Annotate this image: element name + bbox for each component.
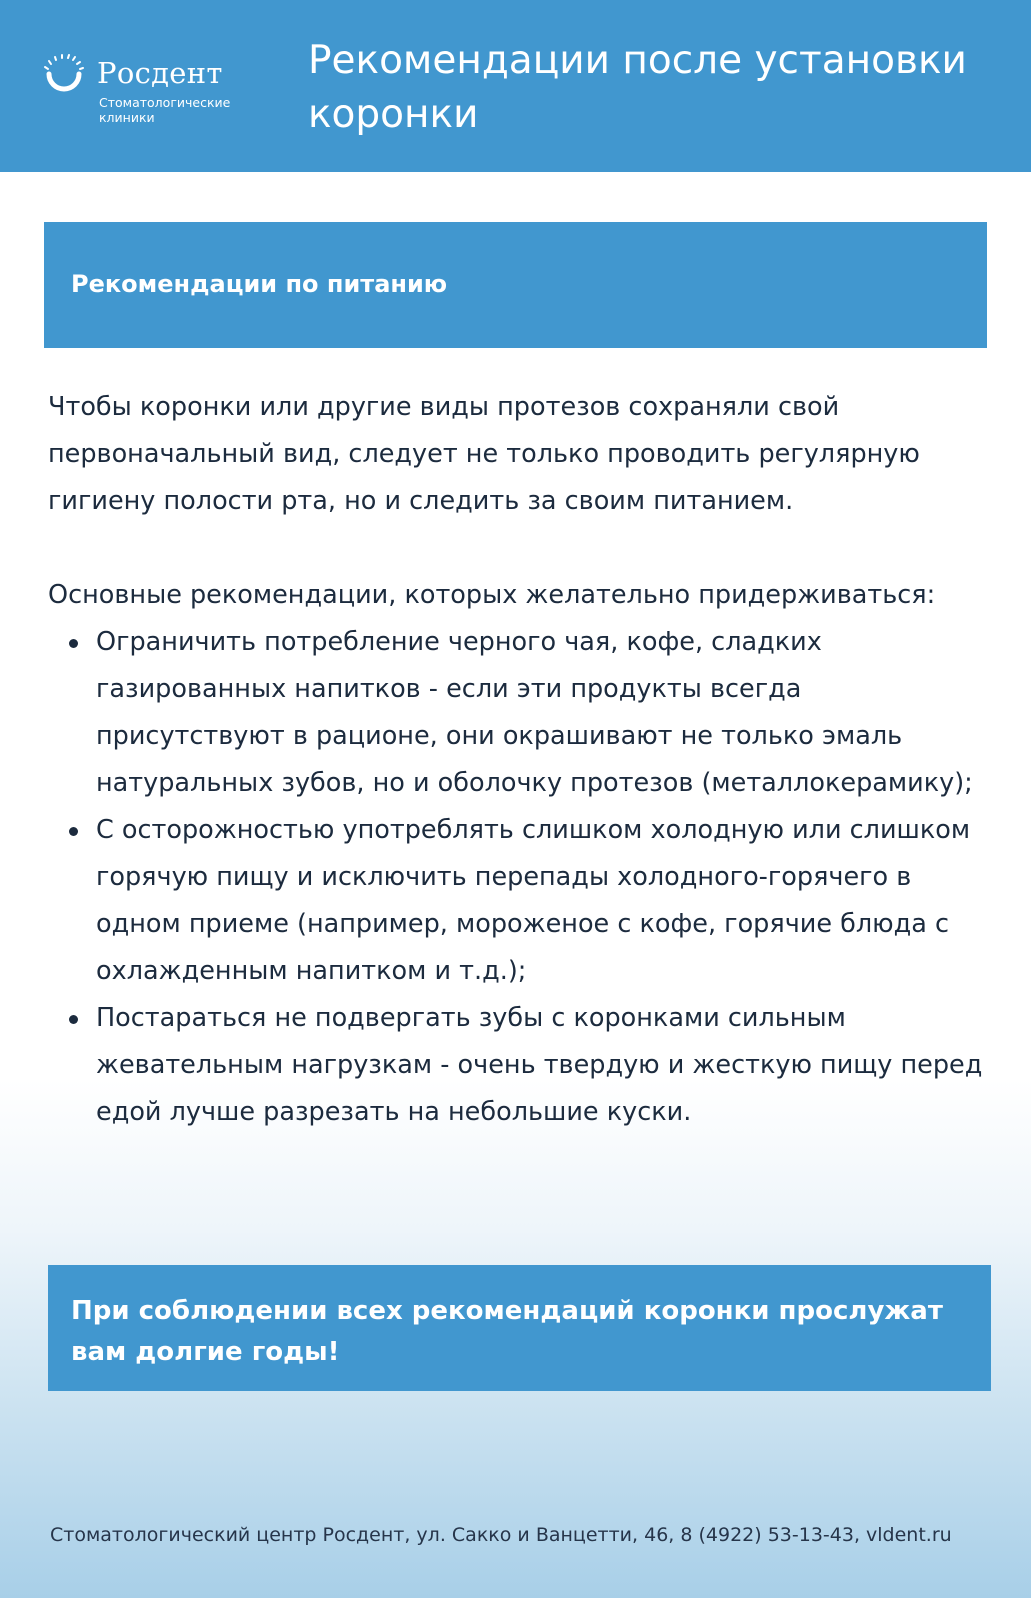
sun-ring-icon	[42, 54, 86, 98]
list-item: Ограничить потребление черного чая, кофе, сладких газированных напитков - если эти продукты всегда присутствуют в рационе, они окрашивают не только эмаль натуральных зубов, но и оболочку протезов (металлокерамику);	[96, 619, 998, 807]
list-heading: Основные рекомендации, которых желательно придерживаться:	[48, 580, 936, 610]
footer-contact: Стоматологический центр Росдент, ул. Сакко и Ванцетти, 46, 8 (4922) 53-13-43, vldent.ru	[50, 1524, 952, 1546]
list-item: С осторожностью употреблять слишком холодную или слишком горячую пищу и исключить перепады холодного-горячего в одном приеме (например, мороженое с кофе, горячие блюда с охлажденным напитком и т.д.);	[96, 807, 998, 995]
recommendation-list	[48, 619, 998, 1136]
conclusion-text: При соблюдении всех рекомендаций коронки прослужат вам долгие годы!	[71, 1296, 943, 1367]
main-content	[48, 384, 998, 1136]
header-bar	[0, 0, 1031, 172]
intro-paragraph: Чтобы коронки или другие виды протезов сохраняли свой первоначальный вид, следует не только проводить регулярную гигиену полости рта, но и следить за своим питанием.	[48, 392, 920, 516]
list-item: Постараться не подвергать зубы с коронками сильным жевательным нагрузкам - очень твердую и жесткую пищу перед едой лучше разрезать на небольшие куски.	[96, 995, 998, 1136]
brand-subtitle: Стоматологические клиники	[99, 95, 231, 125]
page-title: Рекомендации после установки коронки	[308, 38, 967, 137]
brand-name: Росдент	[97, 56, 223, 90]
section-banner	[44, 222, 987, 348]
section-title: Рекомендации по питанию	[71, 270, 448, 298]
brand-logo	[42, 54, 262, 134]
conclusion-banner	[48, 1265, 991, 1391]
